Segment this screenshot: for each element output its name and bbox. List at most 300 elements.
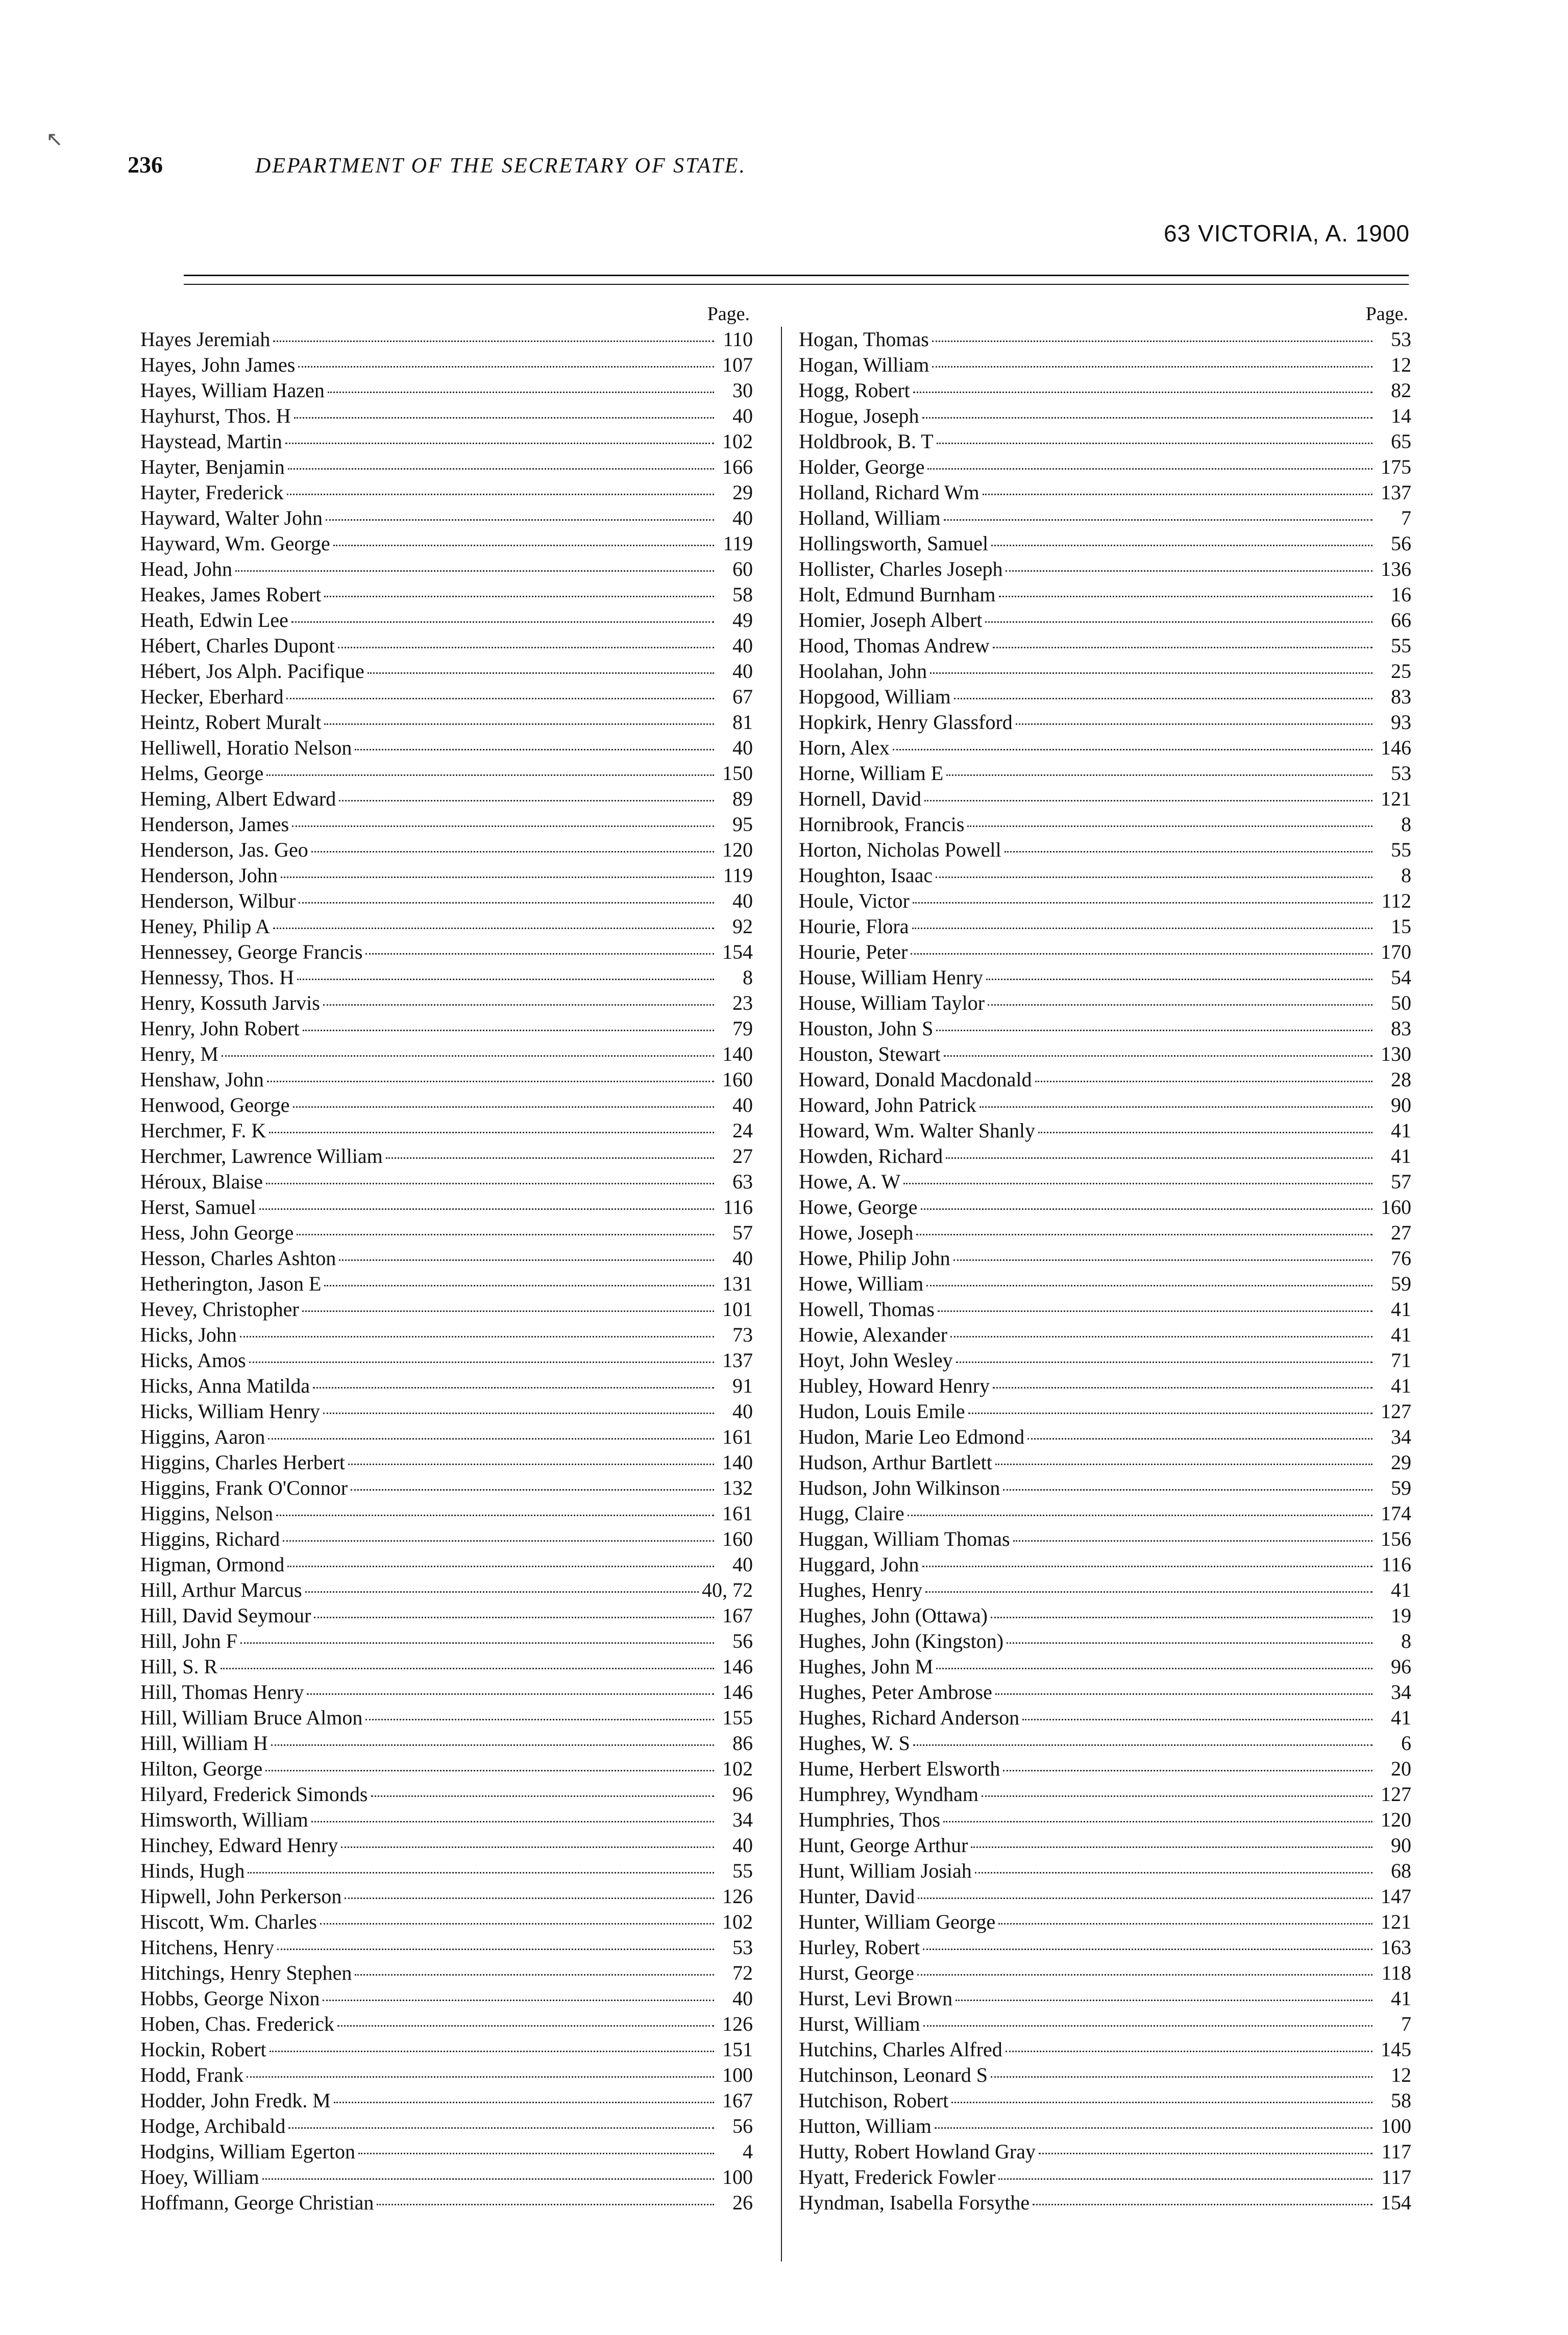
entry-name: Hogan, William bbox=[799, 353, 929, 376]
index-entry bbox=[140, 1628, 753, 1654]
index-entry bbox=[799, 710, 1411, 735]
entry-page: 8 bbox=[1401, 864, 1411, 887]
index-entry bbox=[799, 1220, 1411, 1246]
index-entry bbox=[799, 1501, 1411, 1526]
index-entry bbox=[140, 2088, 753, 2113]
index-column-left bbox=[140, 301, 753, 2216]
index-entry bbox=[799, 1858, 1411, 1884]
dot-leader bbox=[268, 1438, 714, 1440]
entry-name: Hitchens, Henry bbox=[140, 1936, 275, 1959]
entry-list bbox=[799, 327, 1411, 2216]
dot-leader bbox=[1033, 2204, 1373, 2205]
index-entry bbox=[140, 1041, 753, 1067]
entry-name: Henry, John Robert bbox=[140, 1017, 300, 1040]
index-entry bbox=[799, 1041, 1411, 1067]
entry-name: Hughes, John M bbox=[799, 1655, 934, 1678]
entry-name: Hudson, Arthur Bartlett bbox=[799, 1451, 992, 1474]
entry-page: 41 bbox=[1391, 1323, 1411, 1346]
entry-name: Heney, Philip A bbox=[140, 915, 271, 938]
entry-page: 40 bbox=[732, 1553, 753, 1576]
entry-page: 121 bbox=[1381, 787, 1411, 810]
index-entry bbox=[799, 2164, 1411, 2190]
index-entry bbox=[140, 607, 753, 633]
dot-leader bbox=[288, 468, 714, 470]
entry-page: 41 bbox=[1391, 1706, 1411, 1729]
entry-page: 117 bbox=[1381, 2140, 1411, 2163]
entry-page: 16 bbox=[1391, 583, 1411, 606]
dot-leader bbox=[333, 545, 714, 546]
index-entry bbox=[799, 761, 1411, 786]
entry-list bbox=[140, 327, 753, 2216]
index-entry bbox=[799, 1935, 1411, 1960]
page-number: 236 bbox=[128, 152, 163, 178]
entry-name: Heming, Albert Edward bbox=[140, 787, 336, 810]
dot-leader bbox=[908, 1515, 1373, 1516]
entry-name: Horton, Nicholas Powell bbox=[799, 838, 1001, 861]
index-entry bbox=[799, 1475, 1411, 1501]
entry-name: Higman, Ormond bbox=[140, 1553, 285, 1576]
entry-page: 40 bbox=[732, 736, 753, 759]
entry-name: Hutchison, Robert bbox=[799, 2089, 949, 2112]
dot-leader bbox=[1039, 2153, 1373, 2154]
entry-name: Henderson, Jas. Geo bbox=[140, 838, 308, 861]
index-entry bbox=[799, 327, 1411, 352]
entry-page: 71 bbox=[1391, 1349, 1411, 1372]
entry-name: Henry, M bbox=[140, 1042, 218, 1065]
entry-name: Head, John bbox=[140, 557, 232, 580]
index-entry bbox=[140, 1067, 753, 1092]
index-entry bbox=[799, 1016, 1411, 1041]
entry-name: Hunter, William George bbox=[799, 1910, 996, 1933]
entry-name: Hurst, George bbox=[799, 1961, 914, 1984]
entry-name: House, William Henry bbox=[799, 966, 983, 989]
entry-name: Hoolahan, John bbox=[799, 660, 927, 683]
entry-name: Hutchins, Charles Alfred bbox=[799, 2038, 1002, 2061]
index-entry bbox=[799, 1399, 1411, 1424]
entry-name: Hicks, Amos bbox=[140, 1349, 246, 1372]
entry-name: Hodder, John Fredk. M bbox=[140, 2089, 331, 2112]
entry-page: 82 bbox=[1391, 379, 1411, 402]
running-title: DEPARTMENT OF THE SECRETARY OF STATE. bbox=[255, 154, 746, 178]
header-rule bbox=[184, 275, 1409, 276]
entry-page: 66 bbox=[1391, 609, 1411, 631]
index-entry bbox=[799, 939, 1411, 965]
index-entry bbox=[799, 2139, 1411, 2164]
dot-leader bbox=[913, 902, 1373, 904]
index-entry bbox=[140, 1858, 753, 1884]
dot-leader bbox=[944, 519, 1373, 521]
entry-name: Higgins, Aaron bbox=[140, 1425, 265, 1448]
entry-page: 102 bbox=[722, 430, 753, 453]
entry-page: 81 bbox=[732, 711, 753, 734]
index-entry bbox=[140, 505, 753, 531]
entry-page: 7 bbox=[1401, 2012, 1411, 2035]
dot-leader bbox=[893, 749, 1373, 750]
entry-name: Hill, David Seymour bbox=[140, 1604, 311, 1627]
index-entry bbox=[799, 1782, 1411, 1807]
dot-leader bbox=[998, 1923, 1373, 1925]
entry-page: 126 bbox=[722, 1885, 753, 1908]
dot-leader bbox=[943, 1821, 1373, 1822]
entry-name: Hill, S. R bbox=[140, 1655, 218, 1678]
dot-leader bbox=[298, 366, 714, 368]
index-entry bbox=[799, 1092, 1411, 1118]
entry-page: 54 bbox=[1391, 966, 1411, 989]
entry-name: Hesson, Charles Ashton bbox=[140, 1247, 336, 1270]
entry-page: 34 bbox=[1391, 1681, 1411, 1704]
entry-page: 166 bbox=[722, 455, 753, 478]
entry-page: 41 bbox=[1391, 1578, 1411, 1601]
index-entry bbox=[140, 1986, 753, 2011]
entry-page: 40, 72 bbox=[702, 1578, 753, 1601]
entry-page: 8 bbox=[1401, 1629, 1411, 1652]
entry-name: Howe, Philip John bbox=[799, 1247, 950, 1270]
index-entry bbox=[799, 1756, 1411, 1782]
entry-page: 154 bbox=[722, 940, 753, 963]
entry-name: Hess, John George bbox=[140, 1221, 294, 1244]
index-entry bbox=[799, 2113, 1411, 2139]
entry-name: Hogue, Joseph bbox=[799, 404, 919, 427]
entry-page: 126 bbox=[722, 2012, 753, 2035]
entry-name: Howe, Joseph bbox=[799, 1221, 914, 1244]
entry-page: 137 bbox=[722, 1349, 753, 1372]
dot-leader bbox=[968, 1413, 1373, 1414]
index-entry bbox=[799, 2190, 1411, 2216]
entry-name: Hunt, William Josiah bbox=[799, 1859, 972, 1882]
index-entry bbox=[140, 684, 753, 710]
entry-name: Hollingsworth, Samuel bbox=[799, 532, 989, 555]
dot-leader bbox=[953, 1259, 1373, 1261]
dot-leader bbox=[1007, 1642, 1373, 1644]
entry-page: 4 bbox=[743, 2140, 753, 2163]
dot-leader bbox=[286, 698, 714, 699]
dot-leader bbox=[993, 1387, 1373, 1389]
entry-name: Holt, Edmund Burnham bbox=[799, 583, 996, 606]
entry-page: 60 bbox=[732, 557, 753, 580]
index-entry bbox=[140, 659, 753, 684]
margin-mark: ↖ bbox=[46, 128, 63, 151]
entry-name: Hinds, Hugh bbox=[140, 1859, 245, 1882]
dot-leader bbox=[303, 1030, 714, 1031]
dot-leader bbox=[341, 1846, 714, 1848]
index-entry bbox=[799, 659, 1411, 684]
dot-leader bbox=[273, 928, 714, 929]
index-entry bbox=[799, 1986, 1411, 2011]
index-entry bbox=[799, 1960, 1411, 1986]
dot-leader bbox=[266, 1183, 714, 1184]
entry-name: Hudon, Marie Leo Edmond bbox=[799, 1425, 1025, 1448]
dot-leader bbox=[995, 1693, 1373, 1695]
dot-leader bbox=[311, 1821, 714, 1822]
entry-name: Hetherington, Jason E bbox=[140, 1272, 322, 1295]
dot-leader bbox=[313, 1387, 714, 1389]
entry-page: 59 bbox=[1391, 1272, 1411, 1295]
entry-name: Herst, Samuel bbox=[140, 1196, 256, 1219]
entry-name: Horne, William E bbox=[799, 762, 944, 785]
index-entry bbox=[140, 1246, 753, 1271]
dot-leader bbox=[351, 1489, 714, 1491]
entry-page: 41 bbox=[1391, 1145, 1411, 1168]
entry-name: Hill, John F bbox=[140, 1629, 238, 1652]
entry-page: 28 bbox=[1391, 1068, 1411, 1091]
index-entry bbox=[799, 582, 1411, 607]
entry-name: Hevey, Christopher bbox=[140, 1298, 299, 1321]
index-entry bbox=[799, 990, 1411, 1016]
dot-leader bbox=[955, 2000, 1373, 2001]
dot-leader bbox=[337, 2025, 714, 2027]
entry-name: Heintz, Robert Muralt bbox=[140, 711, 322, 734]
entry-page: 118 bbox=[1381, 1961, 1411, 1984]
index-entry bbox=[140, 1271, 753, 1297]
dot-leader bbox=[988, 1004, 1373, 1006]
index-entry bbox=[799, 1526, 1411, 1552]
index-entry bbox=[140, 914, 753, 939]
dot-leader bbox=[262, 2178, 714, 2180]
entry-name: Hugg, Claire bbox=[799, 1502, 904, 1525]
dot-leader bbox=[1003, 1489, 1373, 1491]
entry-name: Hourie, Flora bbox=[799, 915, 909, 938]
entry-page: 137 bbox=[1381, 481, 1411, 504]
entry-page: 57 bbox=[1391, 1170, 1411, 1193]
entry-name: Hobbs, George Nixon bbox=[140, 1987, 320, 2010]
dot-leader bbox=[936, 1668, 1373, 1669]
index-entry bbox=[799, 352, 1411, 378]
entry-page: 79 bbox=[732, 1017, 753, 1040]
index-entry bbox=[140, 1603, 753, 1628]
index-entry bbox=[140, 2011, 753, 2037]
index-entry bbox=[140, 1348, 753, 1373]
dot-leader bbox=[292, 825, 714, 827]
entry-page: 41 bbox=[1391, 1374, 1411, 1397]
dot-leader bbox=[1006, 570, 1373, 572]
dot-leader bbox=[287, 494, 715, 495]
dot-leader bbox=[1038, 1132, 1373, 1133]
index-entry bbox=[799, 1628, 1411, 1654]
index-entry bbox=[799, 1424, 1411, 1450]
index-entry bbox=[140, 1322, 753, 1348]
entry-page: 146 bbox=[722, 1681, 753, 1704]
index-entry bbox=[140, 454, 753, 480]
dot-leader bbox=[371, 1795, 715, 1797]
entry-name: Hume, Herbert Elsworth bbox=[799, 1757, 1000, 1780]
index-entry bbox=[140, 403, 753, 429]
entry-page: 27 bbox=[732, 1145, 753, 1168]
entry-name: Henwood, George bbox=[140, 1093, 290, 1116]
index-entry bbox=[140, 2113, 753, 2139]
dot-leader bbox=[979, 1106, 1373, 1108]
dot-leader bbox=[277, 1949, 714, 1950]
index-entry bbox=[799, 914, 1411, 939]
index-entry bbox=[799, 454, 1411, 480]
entry-page: 56 bbox=[1391, 532, 1411, 555]
dot-leader bbox=[297, 979, 714, 980]
dot-leader bbox=[273, 340, 714, 342]
entry-name: Hopgood, William bbox=[799, 685, 951, 708]
entry-name: Hill, William Bruce Almon bbox=[140, 1706, 363, 1729]
index-entry bbox=[799, 863, 1411, 888]
index-entry bbox=[799, 1577, 1411, 1603]
entry-page: 14 bbox=[1391, 404, 1411, 427]
index-entry bbox=[140, 633, 753, 659]
entry-page: 119 bbox=[723, 532, 753, 555]
entry-name: Hoey, William bbox=[140, 2166, 259, 2188]
index-entry bbox=[140, 710, 753, 735]
index-entry bbox=[140, 1297, 753, 1322]
dot-leader bbox=[913, 1744, 1373, 1746]
index-entry bbox=[799, 2062, 1411, 2088]
dot-leader bbox=[249, 1361, 714, 1363]
entry-name: Hughes, Richard Anderson bbox=[799, 1706, 1020, 1729]
dot-leader bbox=[921, 1208, 1373, 1210]
entry-page: 117 bbox=[1381, 2166, 1411, 2188]
index-entry bbox=[799, 1348, 1411, 1373]
dot-leader bbox=[270, 2051, 714, 2052]
entry-name: Hill, Arthur Marcus bbox=[140, 1578, 302, 1601]
entry-page: 76 bbox=[1391, 1247, 1411, 1270]
entry-page: 145 bbox=[1381, 2038, 1411, 2061]
index-entry bbox=[140, 1807, 753, 1833]
entry-page: 160 bbox=[722, 1068, 753, 1091]
dot-leader bbox=[954, 698, 1373, 699]
entry-name: Hayward, Wm. George bbox=[140, 532, 330, 555]
index-entry bbox=[140, 761, 753, 786]
entry-page: 73 bbox=[732, 1323, 753, 1346]
dot-leader bbox=[302, 1310, 714, 1312]
index-entry bbox=[140, 352, 753, 378]
entry-name: Hogg, Robert bbox=[799, 379, 910, 402]
dot-leader bbox=[311, 851, 714, 853]
entry-page: 90 bbox=[1391, 1834, 1411, 1857]
dot-leader bbox=[323, 1413, 714, 1414]
entry-name: Hughes, Henry bbox=[799, 1578, 923, 1601]
entry-name: Howell, Thomas bbox=[799, 1298, 935, 1321]
column-divider bbox=[781, 327, 782, 2261]
dot-leader bbox=[936, 1030, 1373, 1031]
dot-leader bbox=[324, 1285, 714, 1286]
entry-page: 91 bbox=[732, 1374, 753, 1397]
index-entry bbox=[140, 837, 753, 863]
entry-name: Hiscott, Wm. Charles bbox=[140, 1910, 317, 1933]
dot-leader bbox=[923, 2025, 1373, 2027]
entry-page: 50 bbox=[1391, 991, 1411, 1014]
entry-name: Hoyt, John Wesley bbox=[799, 1349, 953, 1372]
entry-page: 147 bbox=[1381, 1885, 1411, 1908]
dot-leader bbox=[983, 494, 1373, 495]
dot-leader bbox=[1013, 1540, 1373, 1542]
page-column-heading: Page. bbox=[707, 303, 750, 325]
dot-leader bbox=[946, 1157, 1373, 1159]
index-entry bbox=[799, 1373, 1411, 1399]
entry-page: 49 bbox=[732, 609, 753, 631]
entry-name: Hodgins, William Egerton bbox=[140, 2140, 355, 2163]
dot-leader bbox=[911, 953, 1373, 955]
dot-leader bbox=[967, 825, 1373, 827]
index-entry bbox=[140, 1680, 753, 1705]
entry-name: Hutton, William bbox=[799, 2114, 932, 2137]
dot-leader bbox=[916, 1234, 1373, 1235]
index-entry bbox=[140, 1526, 753, 1552]
header-rule-thin bbox=[184, 284, 1409, 285]
entry-page: 55 bbox=[732, 1859, 753, 1882]
dot-leader bbox=[377, 2204, 714, 2205]
entry-name: Humphrey, Wyndham bbox=[799, 1783, 978, 1806]
dot-leader bbox=[918, 1898, 1373, 1899]
index-entry bbox=[799, 1909, 1411, 1935]
entry-name: Hodd, Frank bbox=[140, 2063, 244, 2086]
entry-name: Hopkirk, Henry Glassford bbox=[799, 711, 1013, 734]
entry-name: Hicks, Anna Matilda bbox=[140, 1374, 310, 1397]
entry-name: Hurst, Levi Brown bbox=[799, 1987, 953, 2010]
dot-leader bbox=[365, 1719, 714, 1720]
index-entry bbox=[140, 378, 753, 403]
index-entry bbox=[140, 965, 753, 990]
index-entry bbox=[799, 812, 1411, 837]
index-entry bbox=[799, 1297, 1411, 1322]
dot-leader bbox=[358, 2153, 714, 2154]
index-entry bbox=[799, 735, 1411, 761]
dot-leader bbox=[287, 1566, 714, 1567]
dot-leader bbox=[240, 1642, 714, 1644]
index-entry bbox=[140, 2062, 753, 2088]
entry-name: Hitchings, Henry Stephen bbox=[140, 1961, 352, 1984]
index-entry bbox=[799, 888, 1411, 914]
entry-page: 23 bbox=[732, 991, 753, 1014]
entry-page: 20 bbox=[1391, 1757, 1411, 1780]
index-entry bbox=[140, 863, 753, 888]
dot-leader bbox=[320, 1923, 714, 1925]
entry-page: 136 bbox=[1381, 557, 1411, 580]
entry-page: 155 bbox=[722, 1706, 753, 1729]
dot-leader bbox=[276, 1515, 714, 1516]
entry-page: 63 bbox=[732, 1170, 753, 1193]
dot-leader bbox=[314, 1617, 714, 1618]
entry-name: Hutty, Robert Howland Gray bbox=[799, 2140, 1036, 2163]
entry-page: 146 bbox=[1381, 736, 1411, 759]
entry-name: Henshaw, John bbox=[140, 1068, 264, 1091]
index-entry bbox=[799, 1271, 1411, 1297]
entry-page: 7 bbox=[1401, 506, 1411, 529]
dot-leader bbox=[925, 1591, 1373, 1593]
entry-page: 86 bbox=[732, 1732, 753, 1755]
index-entry bbox=[799, 837, 1411, 863]
entry-name: Hoffmann, George Christian bbox=[140, 2191, 374, 2214]
index-entry bbox=[140, 1118, 753, 1144]
entry-page: 55 bbox=[1391, 634, 1411, 657]
entry-name: Hicks, William Henry bbox=[140, 1400, 321, 1423]
entry-page: 102 bbox=[722, 1910, 753, 1933]
entry-page: 8 bbox=[1401, 813, 1411, 836]
entry-page: 40 bbox=[732, 634, 753, 657]
dot-leader bbox=[285, 443, 714, 444]
entry-page: 65 bbox=[1391, 430, 1411, 453]
entry-page: 156 bbox=[1381, 1527, 1411, 1550]
entry-name: Howe, William bbox=[799, 1272, 924, 1295]
entry-name: Howard, John Patrick bbox=[799, 1093, 976, 1116]
dot-leader bbox=[995, 1464, 1373, 1465]
dot-leader bbox=[294, 417, 714, 419]
dot-leader bbox=[930, 672, 1373, 674]
entry-page: 30 bbox=[732, 379, 753, 402]
dot-leader bbox=[293, 1106, 714, 1108]
index-entry bbox=[140, 1756, 753, 1782]
entry-name: Hudson, John Wilkinson bbox=[799, 1476, 1000, 1499]
entry-name: Hourie, Peter bbox=[799, 940, 908, 963]
entry-page: 53 bbox=[1391, 328, 1411, 351]
entry-name: Hipwell, John Perkerson bbox=[140, 1885, 342, 1908]
entry-name: Hayter, Frederick bbox=[140, 481, 284, 504]
entry-page: 116 bbox=[1381, 1553, 1411, 1576]
entry-name: Higgins, Charles Herbert bbox=[140, 1451, 346, 1474]
